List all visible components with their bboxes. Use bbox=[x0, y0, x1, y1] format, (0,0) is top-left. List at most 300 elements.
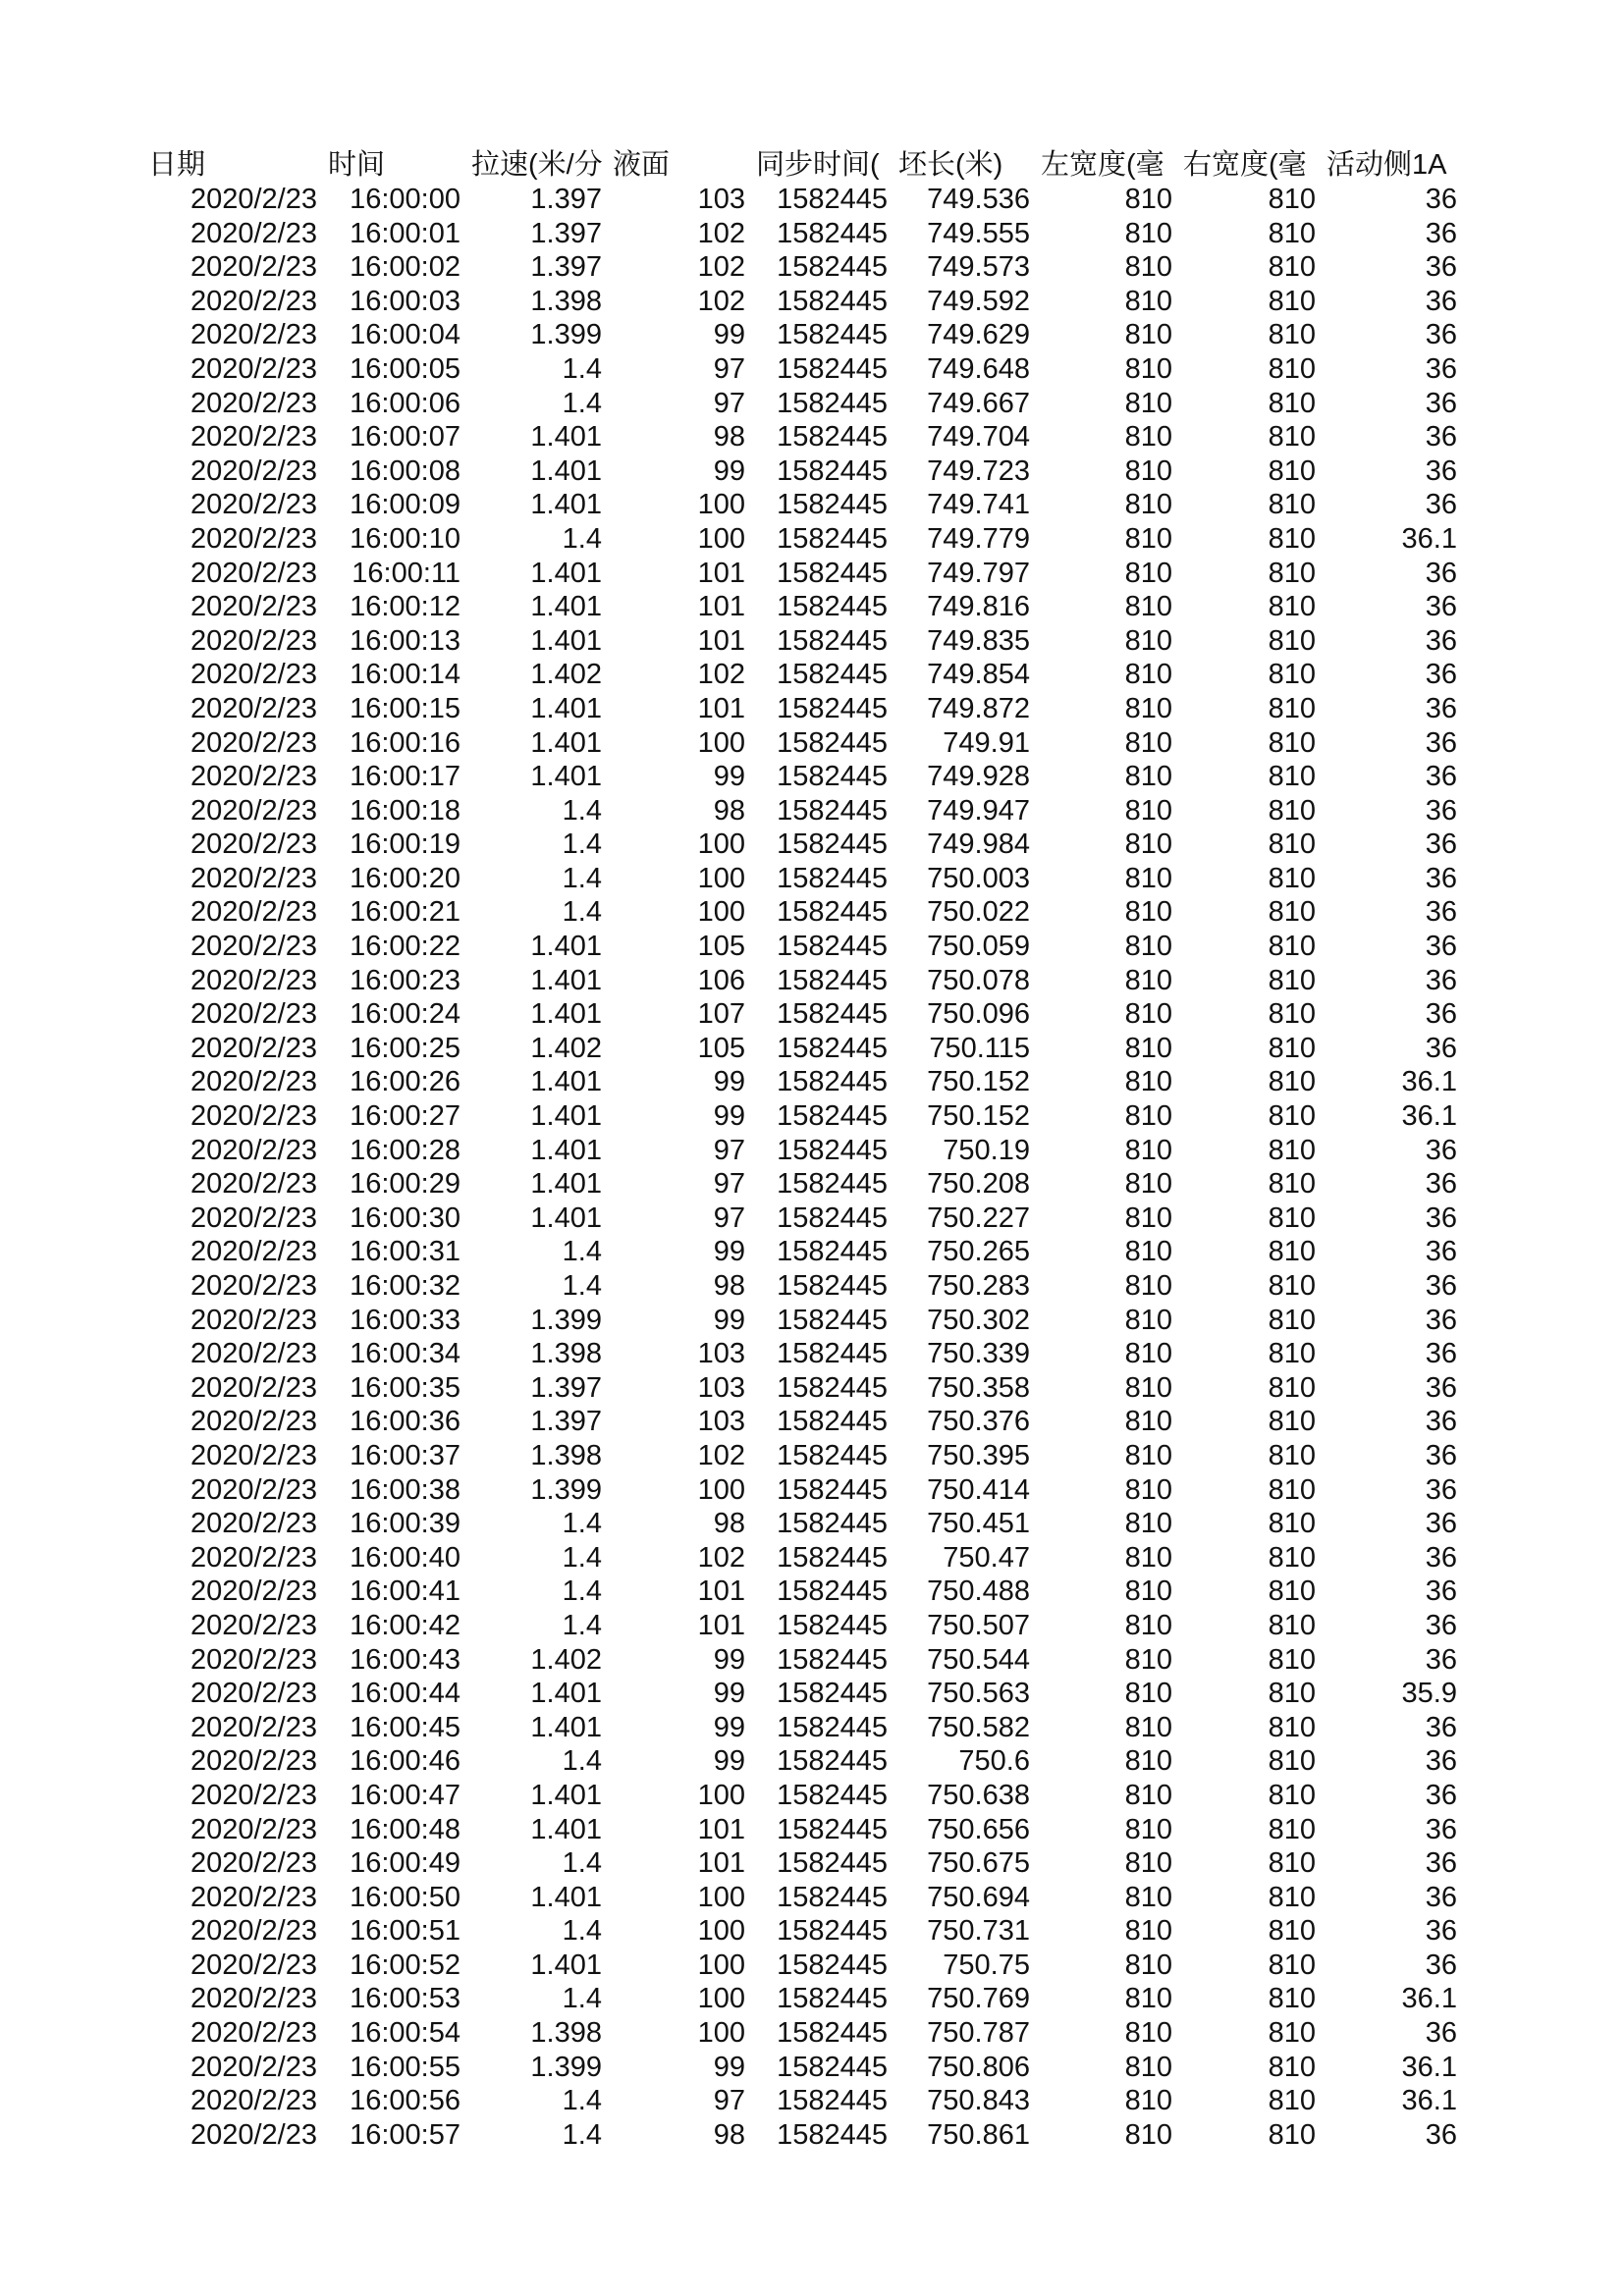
cell-date: 2020/2/23 bbox=[189, 557, 317, 589]
cell-sync-time: 1582445 bbox=[777, 896, 888, 929]
cell-liquid-level: 103 bbox=[697, 1338, 745, 1370]
cell-active-side-1a: 36 bbox=[1425, 1847, 1457, 1880]
cell-pull-speed: 1.401 bbox=[530, 761, 602, 793]
cell-left-width: 810 bbox=[1124, 251, 1172, 284]
cell-date: 2020/2/23 bbox=[189, 1847, 317, 1880]
cell-sync-time: 1582445 bbox=[777, 184, 888, 215]
cell-liquid-level: 101 bbox=[697, 692, 745, 724]
column-header-time: 时间 bbox=[328, 149, 386, 181]
cell-pull-speed: 1.401 bbox=[530, 489, 602, 521]
cell-liquid-level: 100 bbox=[697, 2017, 745, 2050]
cell-sync-time: 1582445 bbox=[777, 862, 888, 894]
cell-time: 16:00:09 bbox=[350, 489, 460, 521]
cell-sync-time: 1582445 bbox=[777, 828, 888, 861]
cell-liquid-level: 97 bbox=[713, 2085, 745, 2117]
cell-left-width: 810 bbox=[1124, 421, 1172, 454]
cell-sync-time: 1582445 bbox=[777, 2017, 888, 2050]
cell-liquid-level: 97 bbox=[713, 387, 745, 419]
cell-time: 16:00:10 bbox=[350, 522, 460, 555]
cell-time: 16:00:35 bbox=[350, 1371, 460, 1404]
cell-slab-length: 750.302 bbox=[927, 1304, 1030, 1336]
cell-pull-speed: 1.4 bbox=[562, 1915, 602, 1948]
cell-time: 16:00:17 bbox=[350, 761, 460, 793]
cell-active-side-1a: 36 bbox=[1425, 1779, 1457, 1811]
cell-date: 2020/2/23 bbox=[189, 998, 317, 1031]
cell-sync-time: 1582445 bbox=[777, 1406, 888, 1438]
cell-left-width: 810 bbox=[1124, 828, 1172, 861]
cell-slab-length: 750.675 bbox=[927, 1847, 1030, 1880]
cell-left-width: 810 bbox=[1124, 998, 1172, 1031]
cell-slab-length: 750.003 bbox=[927, 862, 1030, 894]
cell-left-width: 810 bbox=[1124, 2051, 1172, 2083]
cell-active-side-1a: 36 bbox=[1425, 1915, 1457, 1948]
table-row bbox=[143, 1304, 1463, 1338]
cell-slab-length: 749.648 bbox=[927, 352, 1030, 385]
cell-active-side-1a: 36 bbox=[1425, 184, 1457, 215]
cell-liquid-level: 99 bbox=[713, 1711, 745, 1743]
cell-active-side-1a: 36.1 bbox=[1401, 1100, 1457, 1133]
table-row bbox=[143, 760, 1463, 794]
cell-active-side-1a: 36 bbox=[1425, 624, 1457, 657]
cell-active-side-1a: 36.1 bbox=[1401, 2085, 1457, 2117]
cell-right-width: 810 bbox=[1268, 624, 1316, 657]
cell-pull-speed: 1.4 bbox=[562, 896, 602, 929]
cell-left-width: 810 bbox=[1124, 794, 1172, 827]
cell-right-width: 810 bbox=[1268, 1983, 1316, 2015]
cell-time: 16:00:32 bbox=[350, 1270, 460, 1302]
cell-date: 2020/2/23 bbox=[189, 285, 317, 317]
cell-pull-speed: 1.401 bbox=[530, 421, 602, 454]
cell-pull-speed: 1.401 bbox=[530, 1100, 602, 1133]
cell-slab-length: 750.806 bbox=[927, 2051, 1030, 2083]
cell-right-width: 810 bbox=[1268, 2085, 1316, 2117]
cell-date: 2020/2/23 bbox=[189, 1813, 317, 1845]
cell-date: 2020/2/23 bbox=[189, 1678, 317, 1710]
cell-slab-length: 750.694 bbox=[927, 1881, 1030, 1913]
cell-active-side-1a: 36 bbox=[1425, 1745, 1457, 1778]
cell-sync-time: 1582445 bbox=[777, 1609, 888, 1641]
cell-time: 16:00:43 bbox=[350, 1643, 460, 1676]
table-row bbox=[143, 964, 1463, 998]
cell-left-width: 810 bbox=[1124, 1338, 1172, 1370]
cell-active-side-1a: 36 bbox=[1425, 285, 1457, 317]
cell-date: 2020/2/23 bbox=[189, 1881, 317, 1913]
cell-sync-time: 1582445 bbox=[777, 1745, 888, 1778]
cell-time: 16:00:41 bbox=[350, 1575, 460, 1608]
cell-sync-time: 1582445 bbox=[777, 1915, 888, 1948]
cell-right-width: 810 bbox=[1268, 794, 1316, 827]
cell-slab-length: 750.208 bbox=[927, 1168, 1030, 1201]
cell-time: 16:00:50 bbox=[350, 1881, 460, 1913]
cell-sync-time: 1582445 bbox=[777, 1678, 888, 1710]
column-header-sync-time: 同步时间( bbox=[756, 149, 880, 181]
cell-pull-speed: 1.401 bbox=[530, 557, 602, 589]
cell-liquid-level: 97 bbox=[713, 1134, 745, 1166]
cell-left-width: 810 bbox=[1124, 1236, 1172, 1268]
table-row bbox=[143, 318, 1463, 352]
table-row bbox=[143, 250, 1463, 285]
cell-time: 16:00:27 bbox=[350, 1100, 460, 1133]
cell-date: 2020/2/23 bbox=[189, 1609, 317, 1641]
cell-pull-speed: 1.401 bbox=[530, 1134, 602, 1166]
cell-left-width: 810 bbox=[1124, 591, 1172, 623]
table-row bbox=[143, 794, 1463, 828]
cell-date: 2020/2/23 bbox=[189, 1236, 317, 1268]
cell-left-width: 810 bbox=[1124, 1168, 1172, 1201]
table-row bbox=[143, 1609, 1463, 1643]
cell-slab-length: 750.731 bbox=[927, 1915, 1030, 1948]
cell-slab-length: 750.19 bbox=[943, 1134, 1030, 1166]
cell-left-width: 810 bbox=[1124, 659, 1172, 691]
cell-date: 2020/2/23 bbox=[189, 2085, 317, 2117]
cell-time: 16:00:51 bbox=[350, 1915, 460, 1948]
cell-pull-speed: 1.397 bbox=[530, 217, 602, 249]
cell-liquid-level: 98 bbox=[713, 1270, 745, 1302]
cell-sync-time: 1582445 bbox=[777, 2051, 888, 2083]
cell-date: 2020/2/23 bbox=[189, 624, 317, 657]
cell-time: 16:00:38 bbox=[350, 1473, 460, 1506]
column-header-left-width: 左宽度(毫 bbox=[1041, 149, 1164, 181]
cell-sync-time: 1582445 bbox=[777, 489, 888, 521]
cell-liquid-level: 101 bbox=[697, 557, 745, 589]
cell-pull-speed: 1.401 bbox=[530, 1711, 602, 1743]
cell-sync-time: 1582445 bbox=[777, 319, 888, 351]
cell-date: 2020/2/23 bbox=[189, 1134, 317, 1166]
cell-slab-length: 749.854 bbox=[927, 659, 1030, 691]
cell-date: 2020/2/23 bbox=[189, 931, 317, 963]
cell-right-width: 810 bbox=[1268, 1575, 1316, 1608]
cell-pull-speed: 1.401 bbox=[530, 726, 602, 759]
cell-time: 16:00:04 bbox=[350, 319, 460, 351]
cell-slab-length: 749.816 bbox=[927, 591, 1030, 623]
cell-date: 2020/2/23 bbox=[189, 1745, 317, 1778]
table-row bbox=[143, 1269, 1463, 1304]
cell-left-width: 810 bbox=[1124, 1066, 1172, 1098]
cell-date: 2020/2/23 bbox=[189, 522, 317, 555]
cell-active-side-1a: 36 bbox=[1425, 591, 1457, 623]
cell-slab-length: 750.115 bbox=[929, 1032, 1030, 1064]
cell-sync-time: 1582445 bbox=[777, 1473, 888, 1506]
cell-slab-length: 750.47 bbox=[943, 1541, 1030, 1574]
cell-active-side-1a: 36 bbox=[1425, 726, 1457, 759]
cell-pull-speed: 1.4 bbox=[562, 1508, 602, 1540]
cell-liquid-level: 99 bbox=[713, 319, 745, 351]
cell-time: 16:00:22 bbox=[350, 931, 460, 963]
cell-right-width: 810 bbox=[1268, 1270, 1316, 1302]
cell-time: 16:00:08 bbox=[350, 454, 460, 487]
cell-slab-length: 749.741 bbox=[927, 489, 1030, 521]
cell-slab-length: 749.704 bbox=[927, 421, 1030, 454]
cell-time: 16:00:07 bbox=[350, 421, 460, 454]
table-row bbox=[143, 1813, 1463, 1847]
table-row bbox=[143, 1846, 1463, 1881]
cell-slab-length: 750.488 bbox=[927, 1575, 1030, 1608]
cell-time: 16:00:20 bbox=[350, 862, 460, 894]
cell-active-side-1a: 36 bbox=[1425, 2118, 1457, 2151]
cell-left-width: 810 bbox=[1124, 522, 1172, 555]
cell-right-width: 810 bbox=[1268, 1201, 1316, 1234]
cell-time: 16:00:44 bbox=[350, 1678, 460, 1710]
cell-left-width: 810 bbox=[1124, 184, 1172, 215]
cell-time: 16:00:57 bbox=[350, 2118, 460, 2151]
cell-right-width: 810 bbox=[1268, 1032, 1316, 1064]
table-row bbox=[143, 2016, 1463, 2051]
cell-date: 2020/2/23 bbox=[189, 184, 317, 215]
cell-active-side-1a: 36 bbox=[1425, 1643, 1457, 1676]
cell-pull-speed: 1.4 bbox=[562, 2118, 602, 2151]
cell-sync-time: 1582445 bbox=[777, 624, 888, 657]
cell-liquid-level: 99 bbox=[713, 1066, 745, 1098]
cell-date: 2020/2/23 bbox=[189, 1371, 317, 1404]
cell-active-side-1a: 36 bbox=[1425, 761, 1457, 793]
cell-liquid-level: 100 bbox=[697, 896, 745, 929]
cell-time: 16:00:39 bbox=[350, 1508, 460, 1540]
table-row bbox=[143, 1235, 1463, 1269]
cell-liquid-level: 102 bbox=[697, 1439, 745, 1471]
cell-time: 16:00:29 bbox=[350, 1168, 460, 1201]
table-row bbox=[143, 1337, 1463, 1371]
cell-date: 2020/2/23 bbox=[189, 489, 317, 521]
cell-slab-length: 750.059 bbox=[927, 931, 1030, 963]
cell-active-side-1a: 36 bbox=[1425, 862, 1457, 894]
cell-date: 2020/2/23 bbox=[189, 387, 317, 419]
cell-liquid-level: 100 bbox=[697, 828, 745, 861]
cell-right-width: 810 bbox=[1268, 1813, 1316, 1845]
table-row bbox=[143, 1065, 1463, 1099]
cell-pull-speed: 1.401 bbox=[530, 1813, 602, 1845]
cell-active-side-1a: 36 bbox=[1425, 1473, 1457, 1506]
table-row bbox=[143, 1032, 1463, 1066]
cell-right-width: 810 bbox=[1268, 1236, 1316, 1268]
cell-right-width: 810 bbox=[1268, 1643, 1316, 1676]
cell-sync-time: 1582445 bbox=[777, 1711, 888, 1743]
table-row bbox=[143, 1371, 1463, 1406]
cell-sync-time: 1582445 bbox=[777, 1881, 888, 1913]
cell-active-side-1a: 36 bbox=[1425, 1508, 1457, 1540]
cell-sync-time: 1582445 bbox=[777, 591, 888, 623]
cell-pull-speed: 1.4 bbox=[562, 862, 602, 894]
cell-right-width: 810 bbox=[1268, 489, 1316, 521]
cell-time: 16:00:36 bbox=[350, 1406, 460, 1438]
cell-time: 16:00:52 bbox=[350, 1949, 460, 1981]
cell-active-side-1a: 36 bbox=[1425, 1609, 1457, 1641]
cell-active-side-1a: 36 bbox=[1425, 454, 1457, 487]
cell-active-side-1a: 36.1 bbox=[1401, 1983, 1457, 2015]
cell-time: 16:00:28 bbox=[350, 1134, 460, 1166]
cell-time: 16:00:23 bbox=[350, 964, 460, 996]
cell-active-side-1a: 36 bbox=[1425, 1711, 1457, 1743]
cell-left-width: 810 bbox=[1124, 2017, 1172, 2050]
cell-left-width: 810 bbox=[1124, 862, 1172, 894]
cell-time: 16:00:40 bbox=[350, 1541, 460, 1574]
cell-slab-length: 750.339 bbox=[927, 1338, 1030, 1370]
cell-left-width: 810 bbox=[1124, 692, 1172, 724]
cell-sync-time: 1582445 bbox=[777, 1575, 888, 1608]
cell-slab-length: 750.376 bbox=[927, 1406, 1030, 1438]
cell-date: 2020/2/23 bbox=[189, 1100, 317, 1133]
cell-sync-time: 1582445 bbox=[777, 454, 888, 487]
cell-time: 16:00:48 bbox=[350, 1813, 460, 1845]
cell-pull-speed: 1.398 bbox=[530, 2017, 602, 2050]
cell-slab-length: 750.265 bbox=[927, 1236, 1030, 1268]
table-row bbox=[143, 420, 1463, 454]
cell-sync-time: 1582445 bbox=[777, 217, 888, 249]
cell-right-width: 810 bbox=[1268, 1745, 1316, 1778]
cell-pull-speed: 1.4 bbox=[562, 1236, 602, 1268]
cell-sync-time: 1582445 bbox=[777, 1813, 888, 1845]
cell-right-width: 810 bbox=[1268, 1881, 1316, 1913]
cell-active-side-1a: 36 bbox=[1425, 319, 1457, 351]
cell-pull-speed: 1.401 bbox=[530, 998, 602, 1031]
cell-liquid-level: 101 bbox=[697, 1609, 745, 1641]
cell-date: 2020/2/23 bbox=[189, 1168, 317, 1201]
cell-sync-time: 1582445 bbox=[777, 1949, 888, 1981]
cell-left-width: 810 bbox=[1124, 1813, 1172, 1845]
cell-liquid-level: 102 bbox=[697, 285, 745, 317]
cell-time: 16:00:21 bbox=[350, 896, 460, 929]
cell-active-side-1a: 36 bbox=[1425, 1541, 1457, 1574]
cell-liquid-level: 105 bbox=[697, 1032, 745, 1064]
cell-right-width: 810 bbox=[1268, 522, 1316, 555]
header-row bbox=[143, 147, 1463, 183]
cell-liquid-level: 106 bbox=[697, 964, 745, 996]
cell-right-width: 810 bbox=[1268, 285, 1316, 317]
cell-slab-length: 750.563 bbox=[927, 1678, 1030, 1710]
table-row bbox=[143, 692, 1463, 726]
cell-right-width: 810 bbox=[1268, 1711, 1316, 1743]
cell-left-width: 810 bbox=[1124, 1406, 1172, 1438]
cell-left-width: 810 bbox=[1124, 489, 1172, 521]
cell-pull-speed: 1.402 bbox=[530, 1643, 602, 1676]
cell-date: 2020/2/23 bbox=[189, 1508, 317, 1540]
cell-right-width: 810 bbox=[1268, 1134, 1316, 1166]
cell-left-width: 810 bbox=[1124, 1711, 1172, 1743]
cell-active-side-1a: 36 bbox=[1425, 1371, 1457, 1404]
cell-sync-time: 1582445 bbox=[777, 1643, 888, 1676]
cell-date: 2020/2/23 bbox=[189, 964, 317, 996]
cell-date: 2020/2/23 bbox=[189, 352, 317, 385]
cell-left-width: 810 bbox=[1124, 1473, 1172, 1506]
table-row bbox=[143, 2118, 1463, 2153]
cell-sync-time: 1582445 bbox=[777, 285, 888, 317]
cell-slab-length: 749.835 bbox=[927, 624, 1030, 657]
cell-sync-time: 1582445 bbox=[777, 1541, 888, 1574]
cell-left-width: 810 bbox=[1124, 1508, 1172, 1540]
cell-sync-time: 1582445 bbox=[777, 387, 888, 419]
cell-pull-speed: 1.401 bbox=[530, 1066, 602, 1098]
cell-time: 16:00:53 bbox=[350, 1983, 460, 2015]
cell-left-width: 810 bbox=[1124, 285, 1172, 317]
table-row bbox=[143, 658, 1463, 692]
cell-liquid-level: 102 bbox=[697, 659, 745, 691]
cell-slab-length: 750.544 bbox=[927, 1643, 1030, 1676]
cell-date: 2020/2/23 bbox=[189, 726, 317, 759]
cell-right-width: 810 bbox=[1268, 454, 1316, 487]
cell-slab-length: 750.096 bbox=[927, 998, 1030, 1031]
cell-slab-length: 750.507 bbox=[927, 1609, 1030, 1641]
cell-liquid-level: 100 bbox=[697, 522, 745, 555]
cell-active-side-1a: 36 bbox=[1425, 1270, 1457, 1302]
cell-pull-speed: 1.398 bbox=[530, 285, 602, 317]
cell-time: 16:00:25 bbox=[350, 1032, 460, 1064]
cell-slab-length: 750.152 bbox=[927, 1066, 1030, 1098]
cell-right-width: 810 bbox=[1268, 591, 1316, 623]
cell-liquid-level: 98 bbox=[713, 1508, 745, 1540]
column-header-liquid-level: 液面 bbox=[613, 149, 671, 181]
cell-pull-speed: 1.398 bbox=[530, 1338, 602, 1370]
cell-sync-time: 1582445 bbox=[777, 931, 888, 963]
cell-pull-speed: 1.401 bbox=[530, 964, 602, 996]
cell-right-width: 810 bbox=[1268, 557, 1316, 589]
table-row bbox=[143, 1507, 1463, 1541]
table-row bbox=[143, 1134, 1463, 1168]
cell-liquid-level: 99 bbox=[713, 454, 745, 487]
cell-left-width: 810 bbox=[1124, 2118, 1172, 2151]
cell-right-width: 810 bbox=[1268, 1100, 1316, 1133]
cell-left-width: 810 bbox=[1124, 1439, 1172, 1471]
table-row bbox=[143, 1643, 1463, 1678]
cell-sync-time: 1582445 bbox=[777, 251, 888, 284]
cell-date: 2020/2/23 bbox=[189, 2051, 317, 2083]
cell-liquid-level: 97 bbox=[713, 1201, 745, 1234]
cell-slab-length: 750.861 bbox=[927, 2118, 1030, 2151]
cell-active-side-1a: 36 bbox=[1425, 1236, 1457, 1268]
cell-time: 16:00:15 bbox=[350, 692, 460, 724]
cell-sync-time: 1582445 bbox=[777, 692, 888, 724]
cell-liquid-level: 101 bbox=[697, 1847, 745, 1880]
cell-left-width: 810 bbox=[1124, 1983, 1172, 2015]
cell-left-width: 810 bbox=[1124, 931, 1172, 963]
cell-date: 2020/2/23 bbox=[189, 1575, 317, 1608]
cell-active-side-1a: 36 bbox=[1425, 217, 1457, 249]
cell-liquid-level: 99 bbox=[713, 1304, 745, 1336]
cell-pull-speed: 1.4 bbox=[562, 1983, 602, 2015]
cell-date: 2020/2/23 bbox=[189, 692, 317, 724]
cell-liquid-level: 97 bbox=[713, 1168, 745, 1201]
cell-slab-length: 749.592 bbox=[927, 285, 1030, 317]
cell-right-width: 810 bbox=[1268, 659, 1316, 691]
cell-time: 16:00:42 bbox=[350, 1609, 460, 1641]
cell-right-width: 810 bbox=[1268, 1508, 1316, 1540]
cell-date: 2020/2/23 bbox=[189, 591, 317, 623]
table-body bbox=[143, 183, 1463, 2152]
cell-sync-time: 1582445 bbox=[777, 1134, 888, 1166]
cell-time: 16:00:03 bbox=[350, 285, 460, 317]
table-row bbox=[143, 862, 1463, 896]
cell-active-side-1a: 36 bbox=[1425, 692, 1457, 724]
cell-slab-length: 750.638 bbox=[927, 1779, 1030, 1811]
cell-active-side-1a: 36 bbox=[1425, 931, 1457, 963]
cell-left-width: 810 bbox=[1124, 1201, 1172, 1234]
cell-liquid-level: 99 bbox=[713, 1236, 745, 1268]
cell-slab-length: 749.984 bbox=[927, 828, 1030, 861]
data-table bbox=[143, 147, 1463, 2152]
cell-time: 16:00:31 bbox=[350, 1236, 460, 1268]
cell-right-width: 810 bbox=[1268, 896, 1316, 929]
cell-sync-time: 1582445 bbox=[777, 1338, 888, 1370]
cell-left-width: 810 bbox=[1124, 352, 1172, 385]
cell-date: 2020/2/23 bbox=[189, 1032, 317, 1064]
table-row bbox=[143, 1914, 1463, 1949]
cell-right-width: 810 bbox=[1268, 1847, 1316, 1880]
cell-left-width: 810 bbox=[1124, 1304, 1172, 1336]
cell-active-side-1a: 36 bbox=[1425, 1949, 1457, 1981]
cell-date: 2020/2/23 bbox=[189, 1201, 317, 1234]
table-row bbox=[143, 895, 1463, 930]
cell-sync-time: 1582445 bbox=[777, 522, 888, 555]
cell-right-width: 810 bbox=[1268, 1678, 1316, 1710]
cell-slab-length: 750.656 bbox=[927, 1813, 1030, 1845]
